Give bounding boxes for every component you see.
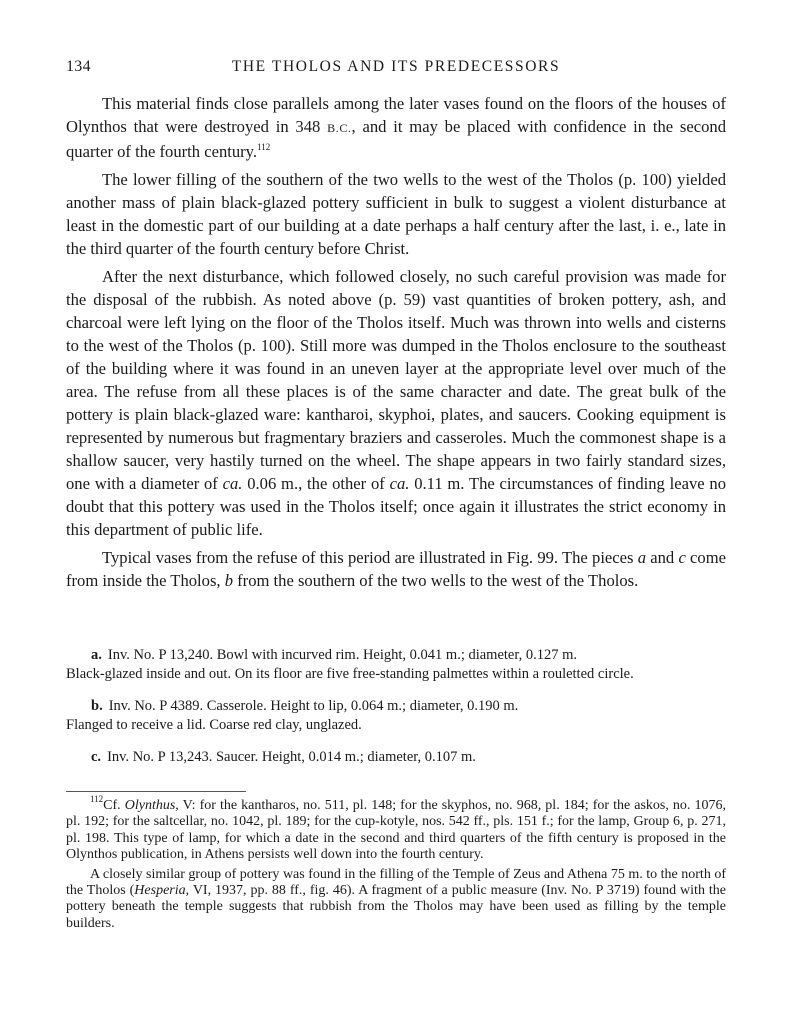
footnote-text: A closely similar group of pottery was found in the filling of the Temple of Zeus and Athena 75 m. to the north of the Tholos (	[66, 866, 726, 899]
catalogue-description: Flanged to receive a lid. Coarse red clay, unglazed.	[66, 717, 362, 733]
catalogue-item-c	[66, 748, 726, 767]
catalogue-label: b.	[91, 698, 103, 714]
footnote-text: Cf.	[103, 798, 125, 813]
paragraph-4	[66, 546, 726, 592]
footnote-112	[66, 794, 726, 864]
catalogue-list	[66, 646, 726, 780]
publication-title: Olynthus	[124, 798, 176, 813]
paragraph-4-text: Typical vases from the refuse of this period are illustrated in Fig. 99. The pieces	[102, 548, 638, 567]
piece-letter-b: b	[224, 571, 233, 590]
circa-italic: ca.	[222, 474, 243, 493]
footnote-text-b: , VI, 1937, pp. 88 ff., fig. 46). A fragment of a public measure (Inv. No. P 3719) found with the pottery beneath the temple suggests that rubbish from the Tholos may have been used as filling by the temple builders.	[66, 883, 726, 931]
paragraph-4-text-d: from the southern of the two wells to the west of the Tholos.	[233, 571, 639, 590]
footnote-text-b: , V: for the kantharos, no. 511, pl. 148; for the skyphos, no. 968, pl. 184; for the askos, no. 1076, pl. 192; for the saltcellar, no. 1042, pl. 189; for the cup-kotyle, nos. 542 ff., pls. 151 f.; for the lamp, Group 6, p. 271, pl. 198. This type of lamp, for which a date in the second and third quarters of the fifth century is proposed in the Olynthos publication, in Athens persists well down into the fourth century.	[66, 798, 726, 863]
catalogue-label: c.	[91, 749, 102, 765]
catalogue-entry: Inv. No. P 13,243. Saucer. Height, 0.014 m.; diameter, 0.107 m.	[107, 749, 476, 765]
footnote-number: 112	[90, 794, 104, 804]
piece-letter-a: a	[637, 548, 647, 567]
running-head: THE THOLOS AND ITS PREDECESSORS	[231, 58, 561, 75]
footnote-continuation	[66, 867, 726, 933]
catalogue-entry: Inv. No. P 4389. Casserole. Height to lip, 0.064 m.; diameter, 0.190 m.	[108, 698, 519, 714]
paragraph-4-text-b: and	[646, 548, 679, 567]
piece-letter-c: c	[678, 548, 686, 567]
circa-italic: ca.	[389, 474, 410, 493]
paragraph-1	[66, 92, 726, 163]
paragraph-1-text: This material finds close parallels among the later vases found on the floors of the houses of Olynthos that were destroyed in 348	[66, 94, 726, 136]
paragraph-3-text: After the next disturbance, which followed closely, no such careful provision was made for the disposal of the rubbish. As noted above (p. 59) vast quantities of broken pottery, ash, and charcoal were left lying on the floor of the Tholos itself. Much was thrown into wells and cisterns to the west of the Tholos (p. 100). Still more was dumped in the Tholos enclosure to the southeast of the building where it was found in an uneven layer at the appropriate level over much of the area. The refuse from all these places is of the same character and date. The great bulk of the pottery is plain black-glazed ware: kantharoi, skyphoi, plates, and saucers. Cooking equipment is represented by numerous but fragmentary braziers and casseroles. Much the commonest shape is a shallow saucer, very hastily turned on the wheel. The shape appears in two fairly standard sizes, one with a diameter of	[66, 267, 726, 493]
paragraph-1-text-end: , and it may be placed with confidence in the second quarter of the fourth century.	[66, 117, 727, 161]
bc-abbreviation: B.C.	[327, 121, 352, 135]
page-header	[66, 58, 726, 80]
footnote-ref-112[interactable]: 112	[257, 142, 271, 152]
footnotes	[66, 794, 726, 935]
main-text	[66, 92, 726, 597]
catalogue-entry: Inv. No. P 13,240. Bowl with incurved rim. Height, 0.041 m.; diameter, 0.127 m.	[107, 647, 578, 663]
footnote-divider	[66, 791, 246, 792]
catalogue-description: Black-glazed inside and out. On its floor are five free-standing palmettes within a rouletted circle.	[66, 666, 634, 682]
catalogue-label: a.	[91, 647, 102, 663]
page-number: 134	[66, 58, 91, 75]
paragraph-4-text-c: come from inside the Tholos,	[66, 548, 726, 590]
paragraph-3	[66, 265, 726, 541]
paragraph-2: The lower filling of the southern of the two wells to the west of the Tholos (p. 100) yielded another mass of plain black-glazed pottery sufficient in bulk to suggest a violent disturbance at least in the domestic part of our building at a date perhaps a half century after the last, i. e., late in the third quarter of the fourth century before Christ.	[66, 170, 726, 258]
publication-title: Hesperia	[134, 883, 186, 899]
paragraph-3-text-c: 0.11 m. The circumstances of finding leave no doubt that this pottery was used in the Tholos itself; once again it illustrates the strict economy in this department of public life.	[66, 474, 727, 539]
catalogue-item-a	[66, 646, 726, 684]
paragraph-3-text-b: 0.06 m., the other of	[242, 474, 390, 493]
catalogue-item-b	[66, 697, 726, 735]
